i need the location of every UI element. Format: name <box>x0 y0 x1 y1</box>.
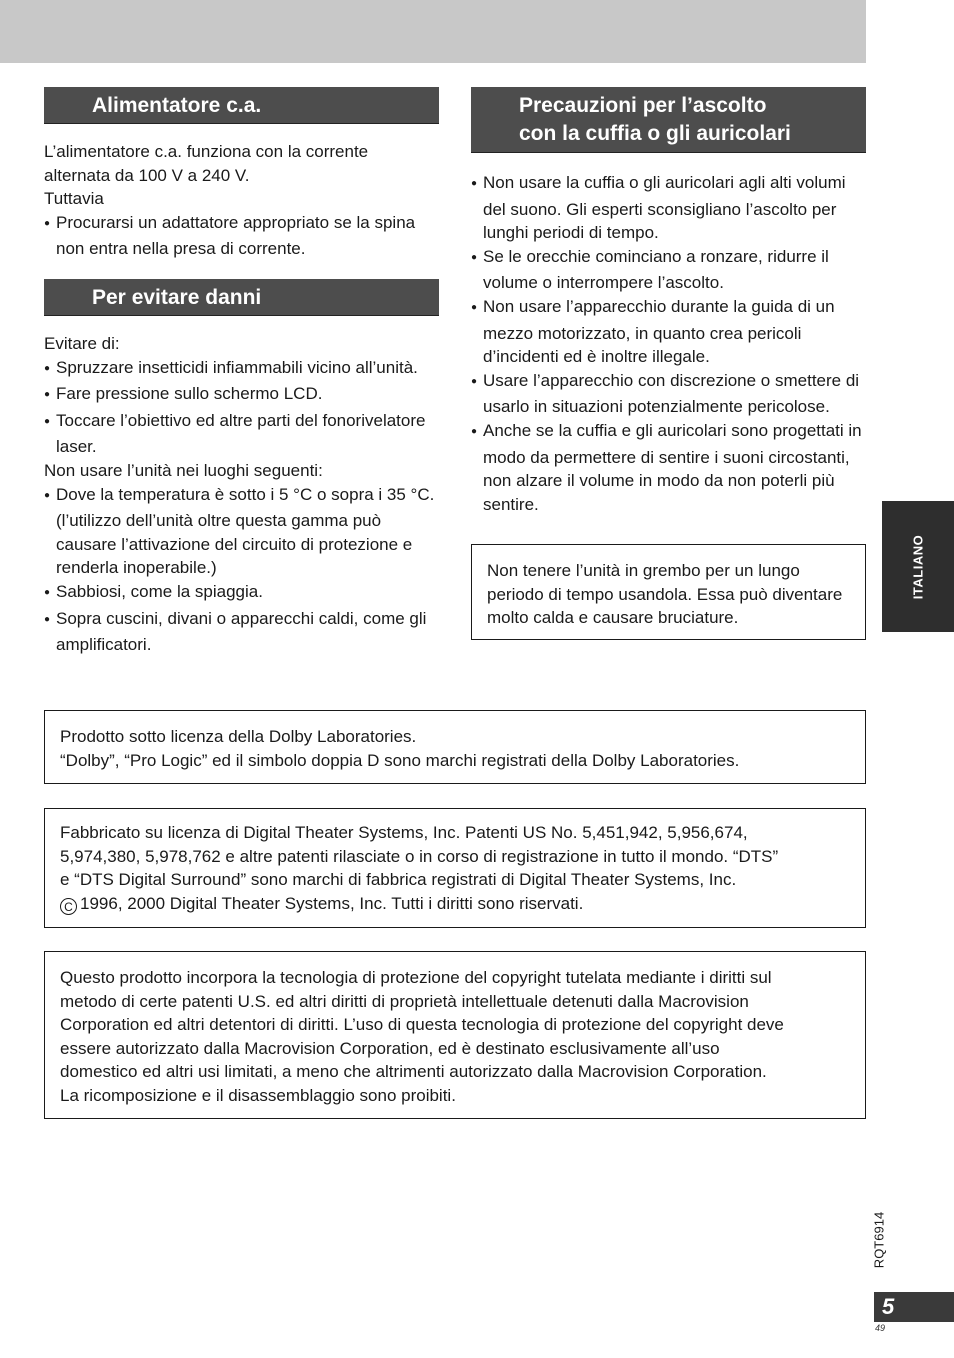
paragraph: Tuttavia <box>44 189 104 209</box>
paragraph: Evitare di: <box>44 334 120 353</box>
license-line: Prodotto sotto licenza della Dolby Laboratories. <box>60 727 417 746</box>
bullet-icon <box>44 211 56 238</box>
notice-line: domestico ed altri usi limitati, a meno che altrimenti autorizzato dalla Macrovision Corporation. <box>60 1062 767 1082</box>
model-code-label: RQT6914 <box>871 1211 887 1269</box>
section-title-ac-adaptor: Alimentatore c.a. <box>44 87 439 124</box>
bullet-icon <box>44 483 56 510</box>
notice-line: La ricomposizione e il disassemblaggio sono proibiti. <box>60 1085 456 1105</box>
bullet-item: ●Dove la temperatura è sotto i 5 °C o sopra i 35 °C. (l’utilizzo dell’unità oltre questa gamma può causare l’attivazione del circuito di protezione e renderla inoperabile.) <box>44 483 439 580</box>
title-line: con la cuffia o gli auricolari <box>519 122 791 145</box>
page-number: 5 <box>874 1292 954 1322</box>
bullet-item: ●Spruzzare insetticidi infiammabili vicino all’unità. <box>44 356 439 383</box>
bullet-icon <box>471 171 483 198</box>
bullet-icon <box>44 356 56 383</box>
notice-line: essere autorizzato dalla Macrovision Corporation, ed è destinato esclusivamente all’uso <box>60 1038 720 1058</box>
section-title-avoid-damage: Per evitare danni <box>44 279 439 316</box>
header-band <box>0 0 866 63</box>
language-tab-label: ITALIANO <box>910 534 926 599</box>
license-line: Fabbricato su licenza di Digital Theater Systems, Inc. Patenti US No. 5,451,942, 5,956,674, <box>60 823 748 842</box>
bullet-icon <box>44 382 56 409</box>
bullet-icon <box>44 580 56 607</box>
bullet-icon <box>471 295 483 322</box>
license-line: 5,974,380, 5,978,762 e altre patenti rilasciate o in corso di registrazione in tutto il mondo. “DTS” <box>60 846 779 866</box>
language-tab <box>882 501 954 632</box>
bullet-item: ●Toccare l’obiettivo ed altre parti del fonorivelatore laser. <box>44 409 439 459</box>
section-title-headphones <box>471 87 866 153</box>
bullet-item: ●Sabbiosi, come la spiaggia. <box>44 580 439 607</box>
license-line: “Dolby”, “Pro Logic” ed il simbolo doppia D sono marchi registrati della Dolby Laboratories. <box>60 750 740 770</box>
bullet-icon <box>471 369 483 396</box>
section-body-ac-adaptor <box>44 140 439 261</box>
bullet-icon <box>471 419 483 446</box>
bullet-icon <box>471 245 483 272</box>
section-body-avoid-damage <box>44 332 439 657</box>
bullet-item: ●Sopra cuscini, divani o apparecchi caldi, come gli amplificatori. <box>44 607 439 657</box>
paragraph: Non usare l’unità nei luoghi seguenti: <box>44 460 323 480</box>
copyright-icon: C <box>60 898 77 915</box>
license-line: e “DTS Digital Surround” sono marchi di fabbrica registrati di Digital Theater Systems, Inc. <box>60 870 737 890</box>
warning-text: Non tenere l’unità in grembo per un lungo periodo di tempo usandola. Essa può diventare molto calda e causare bruciature. <box>487 561 843 628</box>
bullet-item: ●Fare pressione sullo schermo LCD. <box>44 382 439 409</box>
bullet-item: ●Usare l’apparecchio con discrezione o smettere di usarlo in situazioni potenzialmente pericolose. <box>471 369 866 419</box>
notice-line: Corporation ed altri detentori di diritti. L’uso di questa tecnologia di protezione del copyright deve <box>60 1015 784 1035</box>
bullet-icon <box>44 607 56 634</box>
dts-license-box <box>44 808 866 928</box>
bullet-item: ●Non usare la cuffia o gli auricolari agli alti volumi del suono. Gli esperti sconsigliano l’ascolto per lunghi periodi di tempo. <box>471 171 866 245</box>
bullet-item: ●Se le orecchie cominciano a ronzare, ridurre il volume o interrompere l’ascolto. <box>471 245 866 295</box>
notice-line: Questo prodotto incorpora la tecnologia di protezione del copyright tutelata mediante i diritti sul <box>60 968 772 987</box>
license-line: C 1996, 2000 Digital Theater Systems, Inc. Tutti i diritti sono riservati. <box>60 892 855 916</box>
bullet-icon <box>44 409 56 436</box>
notice-line: metodo di certe patenti U.S. ed altri diritti di proprietà intellettuale detenuti dalla Macrovision <box>60 991 749 1011</box>
bullet-item: ●Procurarsi un adattatore appropriato se la spina non entra nella presa di corrente. <box>44 211 439 261</box>
dolby-license-box <box>44 710 866 784</box>
bullet-item: ●Anche se la cuffia e gli auricolari sono progettati in modo da permettere di sentire i suoni circostanti, non alzare il volume in modo da non poterli più sentire. <box>471 419 866 516</box>
warning-box <box>471 544 866 640</box>
macrovision-notice-box <box>44 951 866 1119</box>
page-subnumber: 49 <box>875 1323 886 1333</box>
paragraph: L’alimentatore c.a. funziona con la corrente alternata da 100 V a 240 V. <box>44 142 369 185</box>
title-line: Precauzioni per l’ascolto <box>519 94 767 117</box>
bullet-item: ●Non usare l’apparecchio durante la guida di un mezzo motorizzato, in quanto crea pericoli d’incidenti ed è inoltre illegale. <box>471 295 866 369</box>
section-body-headphones <box>471 171 866 516</box>
